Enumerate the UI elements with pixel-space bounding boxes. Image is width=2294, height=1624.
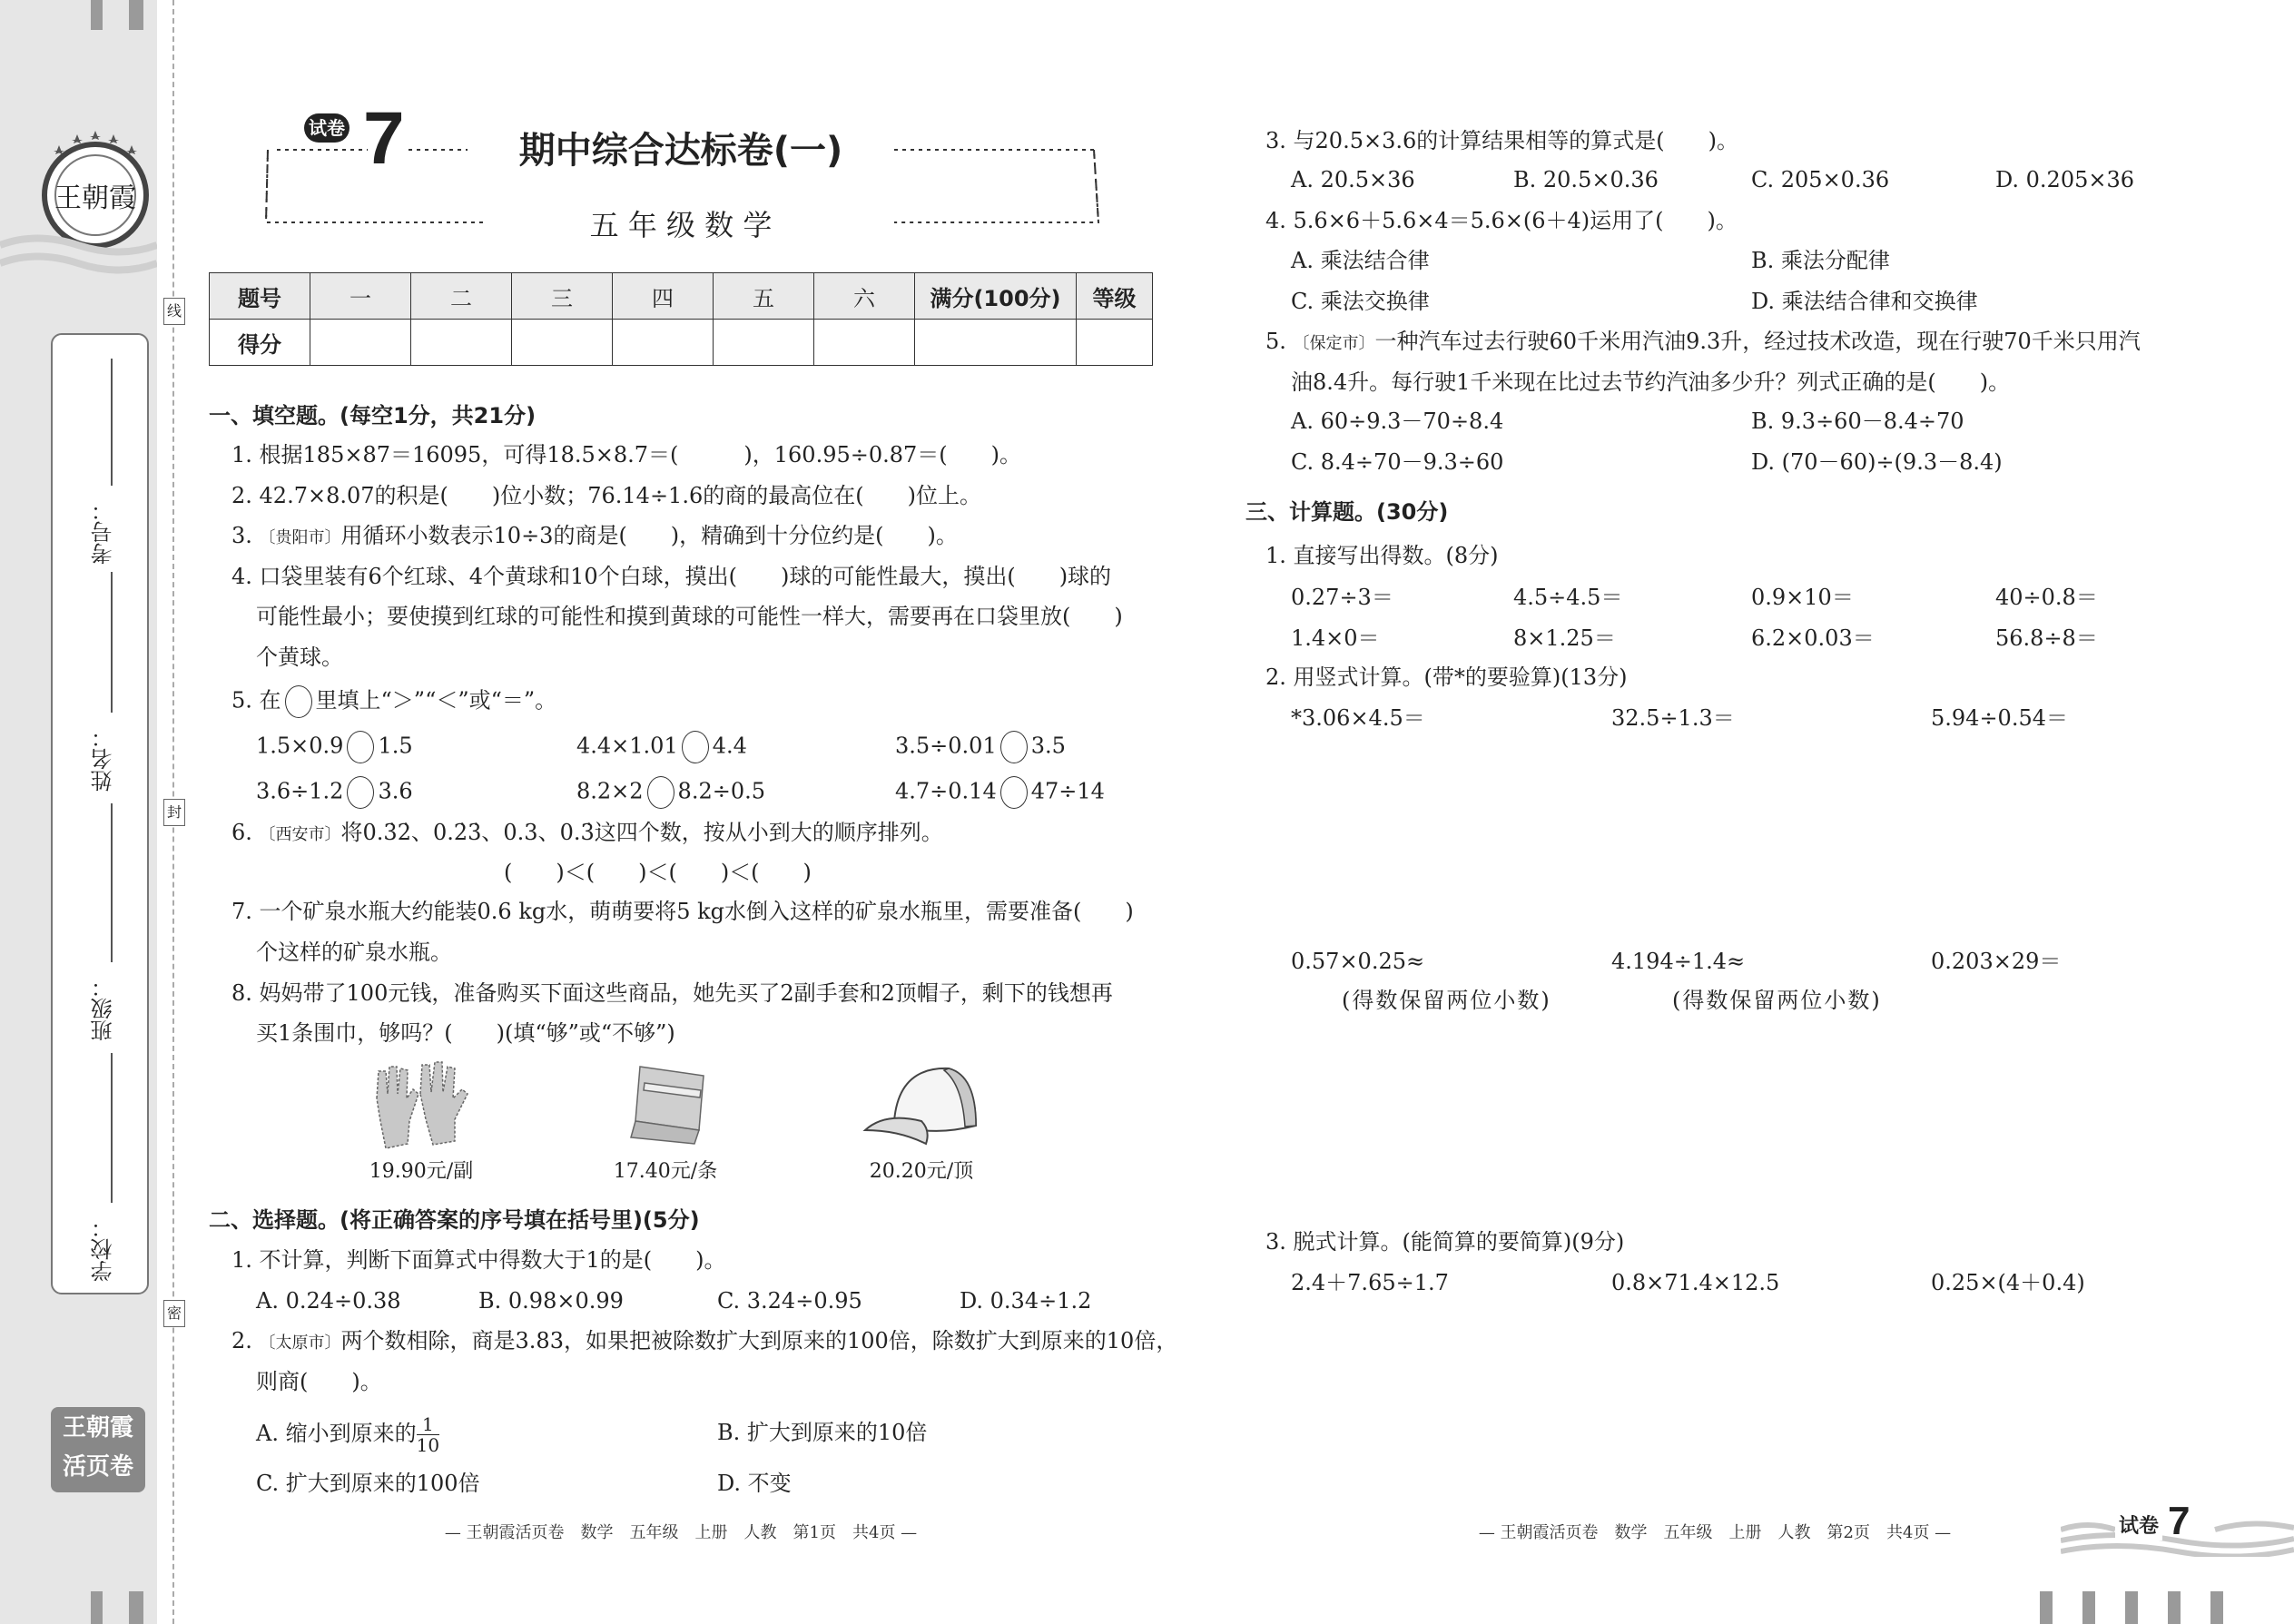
fraction <box>417 1414 439 1455</box>
question-2-5-cont: 油8.4升。每行驶1千米现在比过去节约汽油多少升？列式正确的是( )。 <box>1291 369 2011 395</box>
option: D. 乘法结合律和交换律 <box>1751 289 1978 314</box>
expr-left: 3.6÷1.2 <box>256 778 344 804</box>
score-cell[interactable] <box>411 320 512 366</box>
option: B. 9.3÷60－8.4÷70 <box>1751 408 1964 434</box>
table-row <box>210 273 1153 320</box>
rounding-note: (得数保留两位小数) <box>1342 988 1551 1013</box>
comparison-circle <box>285 685 312 718</box>
series-logo-type: 活页卷 <box>62 1453 133 1481</box>
table-header: 二 <box>411 273 512 320</box>
series-logo <box>51 1407 145 1492</box>
option: D. 不变 <box>717 1471 792 1496</box>
question-number: 3. <box>231 523 260 548</box>
calc-item: 40÷0.8＝ <box>1995 585 2098 610</box>
comparison-item <box>895 776 1105 809</box>
comparison-item <box>895 731 1066 763</box>
table-header: 五 <box>714 273 814 320</box>
gloves-image <box>368 1058 477 1153</box>
page-subtitle: 五 年 级 数 学 <box>576 207 787 243</box>
page-title: 期中综合达标卷(一) <box>518 130 843 172</box>
question-1-8-cont: 买1条围巾，够吗？( )(填“够”或“不够”) <box>256 1020 675 1046</box>
numerator: 1 <box>417 1414 439 1435</box>
answer-circle[interactable] <box>347 776 374 809</box>
calc-item: 2.4＋7.65÷1.7 <box>1291 1270 1449 1295</box>
table-header: 三 <box>512 273 613 320</box>
price-gloves: 19.90元/副 <box>369 1160 474 1183</box>
comparison-item <box>576 731 747 763</box>
option: C. 3.24÷0.95 <box>717 1288 862 1314</box>
price-scarf: 17.40元/条 <box>613 1160 718 1183</box>
option: C. 8.4÷70－9.3÷60 <box>1291 449 1504 475</box>
score-cell[interactable] <box>714 320 814 366</box>
cap-image <box>858 1058 985 1153</box>
expr-right: 4.4 <box>712 733 747 759</box>
option: A. 乘法结合律 <box>1291 248 1430 273</box>
calc-item: *3.06×4.5＝ <box>1291 705 1425 731</box>
expr-left: 4.7÷0.14 <box>895 778 997 804</box>
expr-right: 3.6 <box>378 778 413 804</box>
question-1-4: 4. 口袋里装有6个红球、4个黄球和10个白球，摸出( )球的可能性最大，摸出( )球的 <box>231 564 1112 589</box>
score-table <box>209 272 1153 366</box>
expr-right: 3.5 <box>1030 733 1066 759</box>
question-1-2: 2. 42.7×8.07的积是( )位小数；76.14÷1.6的商的最高位在( )位上。 <box>231 483 981 508</box>
question-text: 将0.3̇2̇、0.2̇3̇、0.3、0.3̇这四个数，按从小到大的顺序排列。 <box>340 820 943 845</box>
paper-number: 7 <box>363 97 405 180</box>
binding-mark <box>2168 1591 2181 1624</box>
calc-item: 0.57×0.25≈ <box>1291 949 1425 974</box>
region-tag: 〔保定市〕 <box>1293 334 1375 353</box>
answer-circle[interactable] <box>347 731 374 763</box>
answer-circle[interactable] <box>682 731 709 763</box>
question-2-5 <box>1265 328 2141 358</box>
name-field[interactable] <box>111 572 113 713</box>
footer-paper-badge: 试卷 <box>2115 1513 2162 1540</box>
price-cap: 20.20元/顶 <box>869 1160 974 1183</box>
section-1-title: 一、填空题。(每空1分，共21分) <box>209 403 537 428</box>
question-text: 5. 在 <box>231 687 281 714</box>
score-cell[interactable] <box>915 320 1077 366</box>
binding-mark <box>129 0 143 30</box>
paper-badge: 试卷 <box>304 113 350 143</box>
expr-right: 47÷14 <box>1030 778 1105 804</box>
region-tag: 〔西安市〕 <box>259 825 341 844</box>
question-number: 5. <box>1265 329 1294 354</box>
question-1-7-cont: 个这样的矿泉水瓶。 <box>256 940 452 965</box>
calc-item: 4.194÷1.4≈ <box>1611 949 1746 974</box>
option: A. 20.5×36 <box>1291 167 1415 192</box>
binding-mark <box>91 0 103 30</box>
question-1-4-cont: 个黄球。 <box>256 645 343 670</box>
question-1-4-cont: 可能性最小；要使摸到红球的可能性和摸到黄球的可能性一样大，需要再在口袋里放( ) <box>256 604 1123 629</box>
calc-item: 56.8÷8＝ <box>1995 625 2098 651</box>
option: A. 60÷9.3－70÷8.4 <box>1291 408 1504 434</box>
score-cell[interactable] <box>613 320 714 366</box>
logo-text: 王朝霞 <box>54 182 136 214</box>
class-field[interactable] <box>111 803 113 962</box>
part-3-1: 1. 直接写出得数。(8分) <box>1265 543 1499 568</box>
comparison-item <box>576 776 765 809</box>
option: A. 0.24÷0.38 <box>256 1288 401 1314</box>
binding-mark <box>91 1591 103 1624</box>
option: B. 20.5×0.36 <box>1513 167 1659 192</box>
expr-left: 3.5÷0.01 <box>895 733 997 759</box>
option: B. 0.98×0.99 <box>478 1288 624 1314</box>
table-header: 满分(100分) <box>915 273 1077 320</box>
answer-circle[interactable] <box>647 776 674 809</box>
question-2-2-cont: 则商( )。 <box>256 1369 382 1394</box>
calc-item: 4.5÷4.5＝ <box>1513 585 1623 610</box>
option: B. 扩大到原来的10倍 <box>717 1420 928 1445</box>
scarf-image <box>617 1058 717 1153</box>
expr-right: 8.2÷0.5 <box>677 778 765 804</box>
question-1-6 <box>231 819 943 849</box>
school-field[interactable] <box>111 1053 113 1203</box>
binding-mark <box>2210 1591 2223 1624</box>
expr-left: 1.5×0.9 <box>256 733 344 759</box>
calc-item: 0.27÷3＝ <box>1291 585 1393 610</box>
score-cell[interactable] <box>310 320 411 366</box>
question-text: 一种汽车过去行驶60千米用汽油9.3升，经过技术改造，现在行驶70千米只用汽 <box>1374 329 2141 354</box>
question-2-2 <box>231 1327 1177 1357</box>
seal-mark-mi: 密 <box>163 1300 185 1327</box>
region-tag: 〔太原市〕 <box>259 1334 341 1353</box>
question-1-7: 7. 一个矿泉水瓶大约能装0.6 kg水，萌萌要将5 kg水倒入这样的矿泉水瓶里，需要准备( ) <box>231 899 1134 924</box>
calc-item: 32.5÷1.3＝ <box>1611 705 1735 731</box>
calc-item: 0.25×(4＋0.4) <box>1931 1270 2085 1295</box>
question-text: 用循环小数表示10÷3的商是( )，精确到十分位约是( )。 <box>340 523 958 548</box>
exam-number-label: 考号： <box>91 499 116 565</box>
question-1-8: 8. 妈妈带了100元钱，准备购买下面这些商品，她先买了2副手套和2顶帽子，剩下的钱想再 <box>231 980 1113 1006</box>
table-header: 等级 <box>1077 273 1153 320</box>
option: B. 乘法分配律 <box>1751 248 1890 273</box>
question-2-3: 3. 与20.5×3.6的计算结果相等的算式是( )。 <box>1265 128 1738 153</box>
option: D. 0.34÷1.2 <box>960 1288 1092 1314</box>
section-2-title: 二、选择题。(将正确答案的序号填在括号里)(5分) <box>209 1207 700 1233</box>
footer-paper-number: 7 <box>2168 1499 2191 1543</box>
answer-circle[interactable] <box>1000 776 1028 809</box>
expr-left: 8.2×2 <box>576 778 644 804</box>
exam-number-field[interactable] <box>111 359 113 486</box>
rounding-note: (得数保留两位小数) <box>1672 988 1882 1013</box>
footer-right: — 王朝霞活页卷 数学 五年级 上册 人教 第2页 共4页 — <box>1478 1523 1952 1542</box>
question-2-4: 4. 5.6×6＋5.6×4＝5.6×(6＋4)运用了( )。 <box>1265 208 1738 233</box>
option: C. 扩大到原来的100倍 <box>256 1471 480 1496</box>
question-text: 两个数相除，商是3.83，如果把被除数扩大到原来的100倍，除数扩大到原来的10倍， <box>340 1328 1178 1353</box>
expr-right: 1.5 <box>378 733 413 759</box>
table-row <box>210 320 1153 366</box>
calc-item: 6.2×0.03＝ <box>1751 625 1875 651</box>
question-number: 6. <box>231 820 260 845</box>
expr-left: 4.4×1.01 <box>576 733 678 759</box>
class-label: 班级： <box>91 976 116 1041</box>
row-label: 得分 <box>210 320 310 366</box>
question-1-1: 1. 根据185×87＝16095，可得18.5×8.7＝( )，160.95÷0.87＝( )。 <box>231 442 1022 468</box>
student-info-box <box>51 333 149 1294</box>
question-2-1: 1. 不计算，判断下面算式中得数大于1的是( )。 <box>231 1247 726 1273</box>
table-header: 一 <box>310 273 411 320</box>
calc-item: 8×1.25＝ <box>1513 625 1616 651</box>
ordering-blanks: ( )＜( )＜( )＜( ) <box>504 860 812 885</box>
series-logo-name: 王朝霞 <box>62 1414 133 1442</box>
part-3-3: 3. 脱式计算。(能简算的要简算)(9分) <box>1265 1229 1625 1255</box>
question-text: 里填上“＞”“＜”或“＝”。 <box>315 687 557 714</box>
score-cell[interactable] <box>1077 320 1153 366</box>
seal-mark-xian: 线 <box>163 298 185 325</box>
option-text: A. 缩小到原来的 <box>256 1421 417 1446</box>
calc-item: 0.203×29＝ <box>1931 949 2062 974</box>
option: C. 205×0.36 <box>1751 167 1890 192</box>
denominator: 10 <box>416 1434 440 1456</box>
school-label: 学校： <box>91 1216 116 1282</box>
region-tag: 〔贵阳市〕 <box>259 528 341 547</box>
calc-item: 1.4×0＝ <box>1291 625 1380 651</box>
answer-circle[interactable] <box>1000 731 1028 763</box>
option: D. 0.205×36 <box>1995 167 2134 192</box>
comparison-item <box>256 776 413 809</box>
calc-item: 0.9×10＝ <box>1751 585 1854 610</box>
question-1-3 <box>231 522 958 552</box>
option: D. (70－60)÷(9.3－8.4) <box>1751 449 2003 475</box>
score-cell[interactable] <box>814 320 915 366</box>
wave-decoration <box>0 231 157 286</box>
table-header: 四 <box>613 273 714 320</box>
question-number: 2. <box>231 1328 260 1353</box>
binding-mark <box>2040 1591 2053 1624</box>
calc-item: 5.94÷0.54＝ <box>1931 705 2068 731</box>
seal-mark-feng: 封 <box>163 799 185 826</box>
question-1-5 <box>231 685 556 718</box>
binding-mark <box>2082 1591 2095 1624</box>
comparison-item <box>256 731 413 763</box>
part-3-2: 2. 用竖式计算。(带*的要验算)(13分) <box>1265 664 1628 690</box>
section-3-title: 三、计算题。(30分) <box>1245 499 1449 525</box>
calc-item: 0.8×71.4×12.5 <box>1611 1270 1780 1295</box>
score-cell[interactable] <box>512 320 613 366</box>
binding-mark <box>2125 1591 2138 1624</box>
name-label: 姓名： <box>91 726 116 792</box>
option <box>256 1412 439 1455</box>
binding-mark <box>129 1591 143 1624</box>
option: C. 乘法交换律 <box>1291 289 1430 314</box>
table-header: 题号 <box>210 273 310 320</box>
table-header: 六 <box>814 273 915 320</box>
footer-left: — 王朝霞活页卷 数学 五年级 上册 人教 第1页 共4页 — <box>444 1523 918 1542</box>
